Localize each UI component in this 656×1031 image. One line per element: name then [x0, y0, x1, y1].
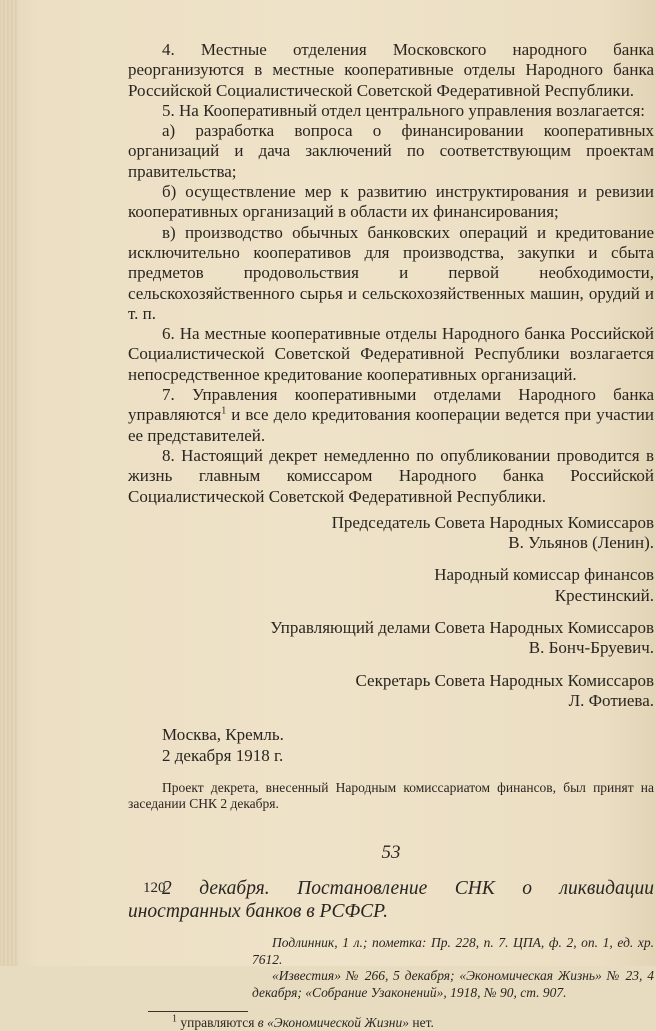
signature-name: Л. Фотиева. — [568, 690, 654, 710]
signature-title: Секретарь Совета Народных Комиссаров — [355, 670, 654, 690]
signature-name: Крестинский. — [554, 585, 654, 605]
paragraph-6: 6. На местные кооперативные отделы Народного банка Российской Социалистической Советской Федеративной Республики возлагается непосредственное кредитование кооперативных организаций. — [128, 324, 654, 384]
paragraph-5a: а) разработка вопроса о финансировании кооперативных организаций и дача заключений по соответствующим проектам правительства; — [128, 121, 654, 181]
signature-title: Председатель Совета Народных Комиссаров — [331, 512, 654, 532]
source-line-1: Подлинник, 1 л.; пометка: Пр. 228, п. 7. ЦПА, ф. 2, оп. 1, ед. хр. 7612. — [252, 935, 654, 967]
paragraph-7-text-rest: и все дело кредитования кооперации ведется при участии ее представителей. — [128, 405, 654, 445]
signature-block-4 — [128, 671, 654, 712]
paragraph-5b: б) осуществление мер к развитию инструктирования и ревизии кооперативных организаций в области их финансирования; — [128, 182, 654, 222]
footnote — [128, 1015, 654, 1031]
paragraph-7-text: 7. Управления кооперативными отделами Народного банка управляются — [128, 385, 654, 425]
footnote-text-end: нет. — [408, 1015, 434, 1031]
signature-name: В. Бонч-Бруевич. — [528, 638, 654, 658]
footnote-divider — [148, 1011, 248, 1012]
signature-title: Управляющий делами Совета Народных Комиссаров — [270, 618, 654, 638]
footnote-mark: 1 — [172, 1013, 177, 1025]
footnote-reference: 1 — [221, 405, 227, 417]
signature-title: Народный комиссар финансов — [434, 565, 654, 585]
editorial-note: Проект декрета, внесенный Народным комиссариатом финансов, был принят на заседании СНК 2 декабря. — [128, 779, 654, 812]
source-references — [128, 935, 654, 1001]
document-title: 2 декабря. Постановление СНК о ликвидации иностранных банков в РСФСР. — [128, 878, 654, 923]
date: 2 декабря 1918 г. — [162, 745, 284, 765]
place: Москва, Кремль. — [162, 725, 284, 745]
paragraph-4: 4. Местные отделения Московского народного банка реорганизуются в местные кооперативные отделы Народного банка Российской Социалистической Советской Федеративной Республики. — [128, 40, 654, 100]
page-edge-stack — [0, 0, 18, 966]
signature-block-3 — [128, 618, 654, 659]
paragraph-7 — [128, 385, 654, 446]
document-number: 53 — [381, 841, 401, 863]
footnote-text: управляются — [177, 1015, 258, 1031]
page-number: 120 — [143, 880, 166, 896]
paragraph-5c: в) производство обычных банковских операций и кредитование исключительно кооперативов для производства, закупки и сбыта предметов продовольствия и первой необходимости, сельскохозяйственного сырья и сельскохозяйственных машин, орудий и т. п. — [128, 222, 654, 323]
signature-block-2 — [128, 565, 654, 606]
footnote-text-italic: в «Экономической Жизни» — [257, 1015, 409, 1031]
document-body — [128, 40, 654, 1031]
signature-block-1 — [128, 513, 654, 554]
place-and-date — [128, 725, 654, 766]
paragraph-8: 8. Настоящий декрет немедленно по опубликовании проводится в жизнь главным комиссаром Народного банка Российской Социалистической Советской Федеративной Республики. — [128, 445, 654, 506]
signature-name: В. Ульянов (Ленин). — [508, 533, 654, 553]
paragraph-5: 5. На Кооперативный отдел центрального управления возлагается: — [162, 100, 646, 120]
source-line-2: «Известия» № 266, 5 декабря; «Экономическая Жизнь» № 23, 4 декабря; «Собрание Узаконений», 1918, № 90, ст. 907. — [252, 968, 654, 1000]
